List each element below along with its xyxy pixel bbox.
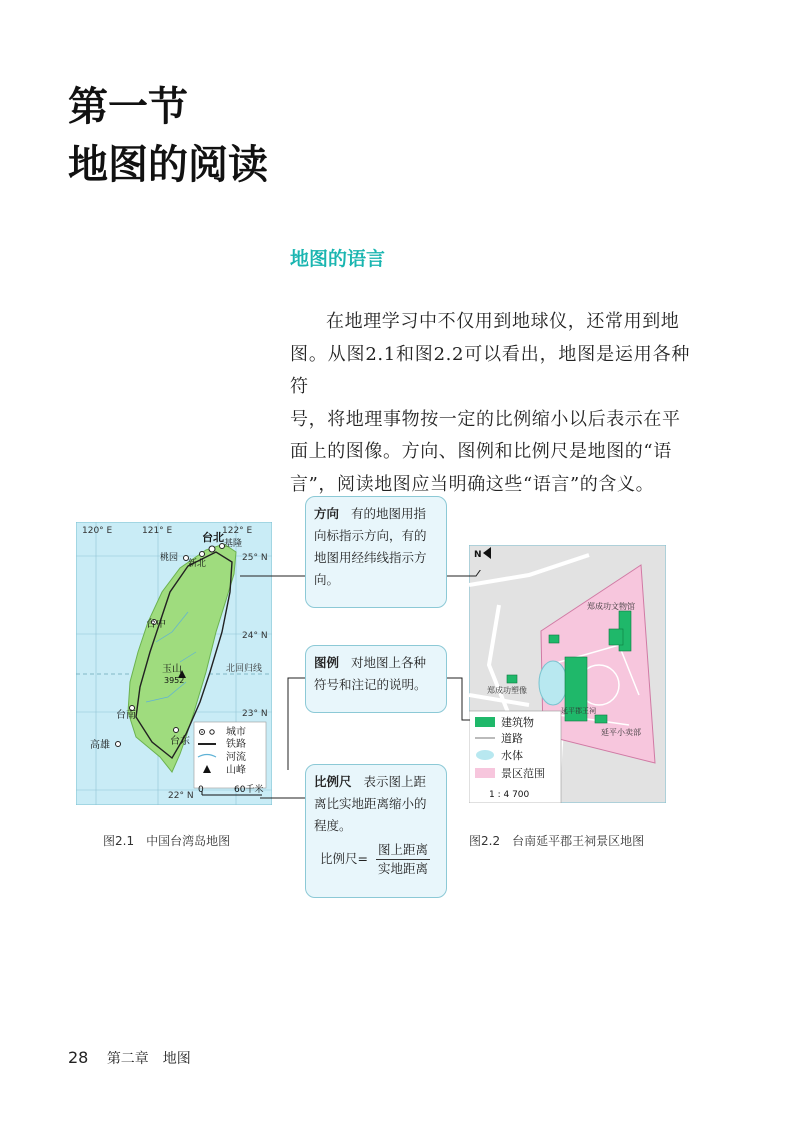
body-line: 号，将地理事物按一定的比例缩小以后表示在平 (290, 408, 681, 430)
legend-water: 水体 (501, 749, 523, 762)
lat-label: 24° N (242, 631, 268, 641)
city-label: 台南 (116, 710, 136, 721)
section-heading: 地图的语言 (290, 248, 386, 270)
callout-scale (305, 764, 447, 898)
scale-zero: 0 (198, 785, 204, 795)
scale-label: 60千米 (234, 785, 264, 795)
figure-2-2-caption: 图2.2 台南延平郡王祠景区地图 (469, 834, 645, 848)
body-line: 图。从图2.1和图2.2可以看出，地图是运用各种符 (290, 343, 690, 397)
formula-fraction (376, 841, 430, 878)
city-label: 台北 (202, 531, 224, 544)
city-label: 台东 (170, 736, 190, 747)
callout-scale-text: 表示图上距离比实地距离缩小的程度。 (314, 774, 427, 833)
scale-formula (314, 841, 438, 878)
map2-label: 郑成功文物馆 (587, 602, 635, 611)
formula-label: 比例尺= (320, 851, 368, 866)
lon-label: 122° E (222, 526, 253, 536)
tropic-label: 北回归线 (226, 664, 263, 674)
city-label: 桃园 (160, 553, 179, 563)
legend-peak: 山峰 (226, 765, 246, 776)
formula-numerator: 图上距离 (376, 841, 430, 860)
lat-label: 22° N (168, 791, 194, 801)
legend-building: 建筑物 (501, 716, 534, 729)
lat-label: 25° N (242, 553, 268, 563)
chapter-title (68, 78, 268, 194)
page-number: 28 (68, 1048, 89, 1067)
peak-name: 玉山 (162, 664, 182, 675)
peak-height: 3952 (164, 676, 185, 685)
callout-direction-title: 方向 (314, 506, 340, 521)
legend-railway: 铁路 (226, 739, 246, 750)
city-label: 台中 (146, 619, 166, 630)
legend-area: 景区范围 (501, 767, 545, 780)
scenic-area-map (469, 545, 666, 803)
figure-2-1-caption: 图2.1 中国台湾岛地图 (103, 834, 231, 848)
body-line: 面上的图像。方向、图例和比例尺是地图的“语 (290, 441, 672, 462)
pond (539, 661, 567, 705)
city-label: 基隆 (224, 539, 243, 549)
map2-label: 郑成功塑像 (487, 686, 527, 695)
callout-legend-title: 图例 (314, 655, 340, 670)
map2-label: 延平郡王祠 (561, 707, 596, 715)
lat-label: 23° N (242, 709, 268, 719)
body-line: 在地理学习中不仅用到地球仪，还常用到地 (326, 311, 680, 332)
formula-denominator: 实地距离 (377, 861, 428, 876)
page-footer (68, 1048, 191, 1068)
legend-road: 道路 (501, 732, 523, 745)
legend-city: 城市 (226, 727, 246, 738)
city-label: 高雄 (90, 740, 110, 751)
map2-scale: 1 : 4 700 (489, 790, 530, 800)
body-line: 言”，阅读地图应当明确这些“语言”的含义。 (290, 473, 655, 495)
lon-label: 120° E (82, 526, 113, 536)
callout-direction (305, 496, 447, 608)
callout-scale-title: 比例尺 (314, 774, 352, 789)
map2-label: 延平小卖部 (601, 728, 641, 737)
chapter-number: 第一节 (68, 84, 188, 130)
body-paragraph (290, 306, 690, 501)
city-label: 新北 (188, 559, 207, 569)
lon-label: 121° E (142, 526, 173, 536)
north-label: N (474, 550, 482, 560)
callout-direction-text: 有的地图用指向标指示方向，有的地图用经纬线指示方向。 (314, 506, 427, 587)
callout-legend (305, 645, 447, 713)
legend-river: 河流 (226, 752, 246, 763)
footer-chapter: 第二章 地图 (106, 1051, 191, 1067)
chapter-name: 地图的阅读 (68, 142, 268, 188)
callout-legend-text: 对地图上各种符号和注记的说明。 (314, 655, 427, 692)
